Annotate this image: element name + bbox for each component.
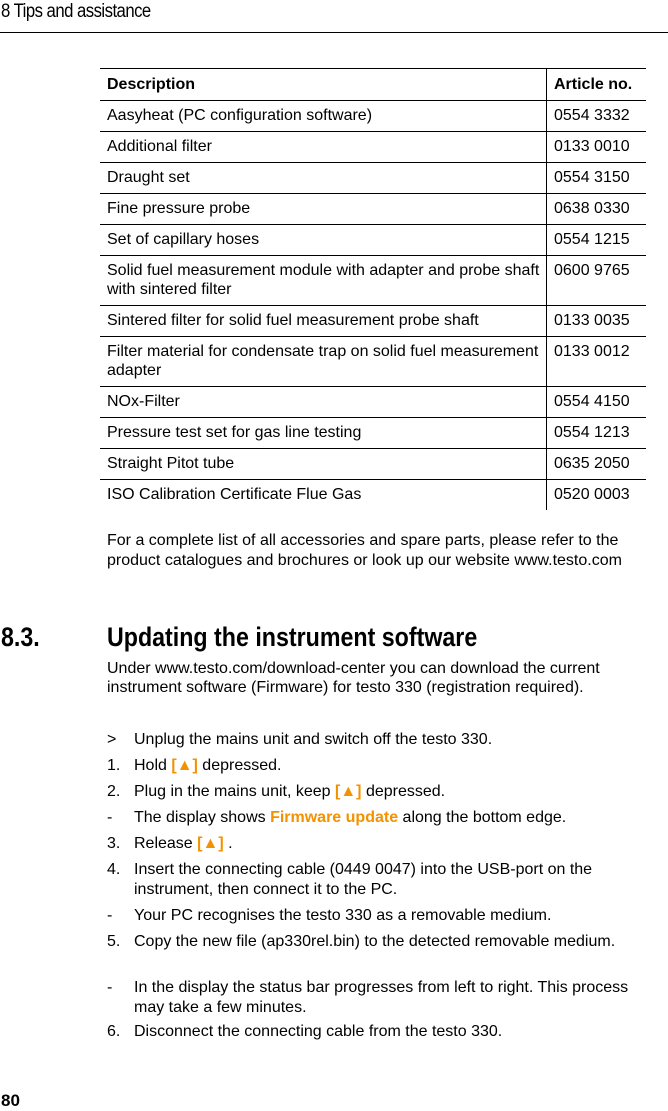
description-column-header: Description bbox=[100, 69, 547, 101]
description-cell: Straight Pitot tube bbox=[100, 449, 547, 480]
table-row bbox=[100, 101, 646, 132]
article-no-cell: 0133 0035 bbox=[547, 306, 647, 337]
firmware-update-label: Firmware update bbox=[270, 809, 399, 826]
step-marker: 5. bbox=[107, 933, 121, 950]
step-text-part: depressed. bbox=[361, 783, 446, 800]
accessories-note: For a complete list of all accessories and spare parts, please refer to the product catalogues and brochures or look up our website www.testo.com bbox=[107, 532, 622, 569]
article-no-cell: 0554 1213 bbox=[547, 418, 647, 449]
table-row bbox=[100, 387, 646, 418]
article-no-cell: 0554 3332 bbox=[547, 101, 647, 132]
key-up-label: [▲] bbox=[171, 757, 198, 774]
step-marker: 6. bbox=[107, 1023, 121, 1040]
running-header bbox=[0, 0, 668, 33]
step-marker: > bbox=[107, 731, 117, 748]
step-text-part: The display shows bbox=[134, 809, 271, 826]
accessories-table bbox=[100, 68, 646, 510]
table-row bbox=[100, 256, 646, 306]
step-text-part: . bbox=[223, 835, 233, 852]
article-no-column-header: Article no. bbox=[547, 69, 647, 101]
step-text-part: Plug in the mains unit, keep bbox=[134, 783, 336, 800]
step-text: Disconnect the connecting cable from the testo 330. bbox=[134, 1023, 503, 1040]
section-intro: Under www.testo.com/download-center you can download the current instrument software (Firmware) for testo 330 (registration required). bbox=[107, 660, 600, 696]
section-heading bbox=[0, 618, 668, 658]
step-text bbox=[134, 756, 654, 776]
article-no-cell: 0638 0330 bbox=[547, 194, 647, 225]
chapter-title: 8 Tips and assistance bbox=[1, 1, 151, 22]
article-no-cell: 0554 4150 bbox=[547, 387, 647, 418]
table-row bbox=[100, 449, 646, 480]
step-marker: 3. bbox=[107, 835, 121, 852]
description-cell: Filter material for condensate trap on solid fuel measurement adapter bbox=[100, 337, 547, 387]
article-no-cell: 0133 0010 bbox=[547, 132, 647, 163]
article-no-cell: 0520 0003 bbox=[547, 480, 647, 511]
description-cell: Draught set bbox=[100, 163, 547, 194]
table-row bbox=[100, 163, 646, 194]
section-title: Updating the instrument software bbox=[107, 622, 478, 652]
step-text-part: Hold bbox=[134, 757, 172, 774]
article-no-cell: 0554 3150 bbox=[547, 163, 647, 194]
step-marker: - bbox=[107, 907, 113, 924]
article-no-cell: 0133 0012 bbox=[547, 337, 647, 387]
table-row bbox=[100, 337, 646, 387]
section-number: 8.3. bbox=[1, 622, 40, 652]
table-row bbox=[100, 480, 646, 511]
step-marker: 4. bbox=[107, 861, 121, 878]
table-row bbox=[100, 194, 646, 225]
table-header-row bbox=[100, 69, 646, 101]
article-no-cell: 0600 9765 bbox=[547, 256, 647, 306]
description-cell: Pressure test set for gas line testing bbox=[100, 418, 547, 449]
step-marker: 1. bbox=[107, 757, 121, 774]
table-row bbox=[100, 306, 646, 337]
step-text-part: along the bottom edge. bbox=[398, 809, 567, 826]
description-cell: Aasyheat (PC configuration software) bbox=[100, 101, 547, 132]
step-text: In the display the status bar progresses from left to right. This process may take a few minutes. bbox=[134, 979, 629, 1016]
step-text: Unplug the mains unit and switch off the testo 330. bbox=[134, 731, 493, 748]
article-no-cell: 0554 1215 bbox=[547, 225, 647, 256]
step-marker: 2. bbox=[107, 783, 121, 800]
step-text: Insert the connecting cable (0449 0047) into the USB-port on the instrument, then connect it to the PC. bbox=[134, 861, 593, 898]
table-row bbox=[100, 418, 646, 449]
step-text: Copy the new file (ap330rel.bin) to the detected removable medium. bbox=[134, 933, 616, 950]
description-cell: Fine pressure probe bbox=[100, 194, 547, 225]
key-up-label: [▲] bbox=[197, 835, 224, 852]
step-marker: - bbox=[107, 809, 113, 826]
step-marker: - bbox=[107, 979, 113, 996]
step-text-part: Release bbox=[134, 835, 198, 852]
description-cell: Solid fuel measurement module with adapter and probe shaft with sintered filter bbox=[100, 256, 547, 306]
page-number: 80 bbox=[1, 1091, 20, 1110]
step-text bbox=[134, 782, 654, 802]
step-text-part: depressed. bbox=[197, 757, 282, 774]
description-cell: ISO Calibration Certificate Flue Gas bbox=[100, 480, 547, 511]
table-row bbox=[100, 225, 646, 256]
description-cell: Sintered filter for solid fuel measurement probe shaft bbox=[100, 306, 547, 337]
description-cell: Set of capillary hoses bbox=[100, 225, 547, 256]
table-row bbox=[100, 132, 646, 163]
description-cell: NOx-Filter bbox=[100, 387, 547, 418]
step-text: Your PC recognises the testo 330 as a removable medium. bbox=[134, 907, 552, 924]
article-no-cell: 0635 2050 bbox=[547, 449, 647, 480]
description-cell: Additional filter bbox=[100, 132, 547, 163]
key-up-label: [▲] bbox=[335, 783, 362, 800]
step-text bbox=[134, 808, 654, 828]
step-text bbox=[134, 834, 654, 854]
